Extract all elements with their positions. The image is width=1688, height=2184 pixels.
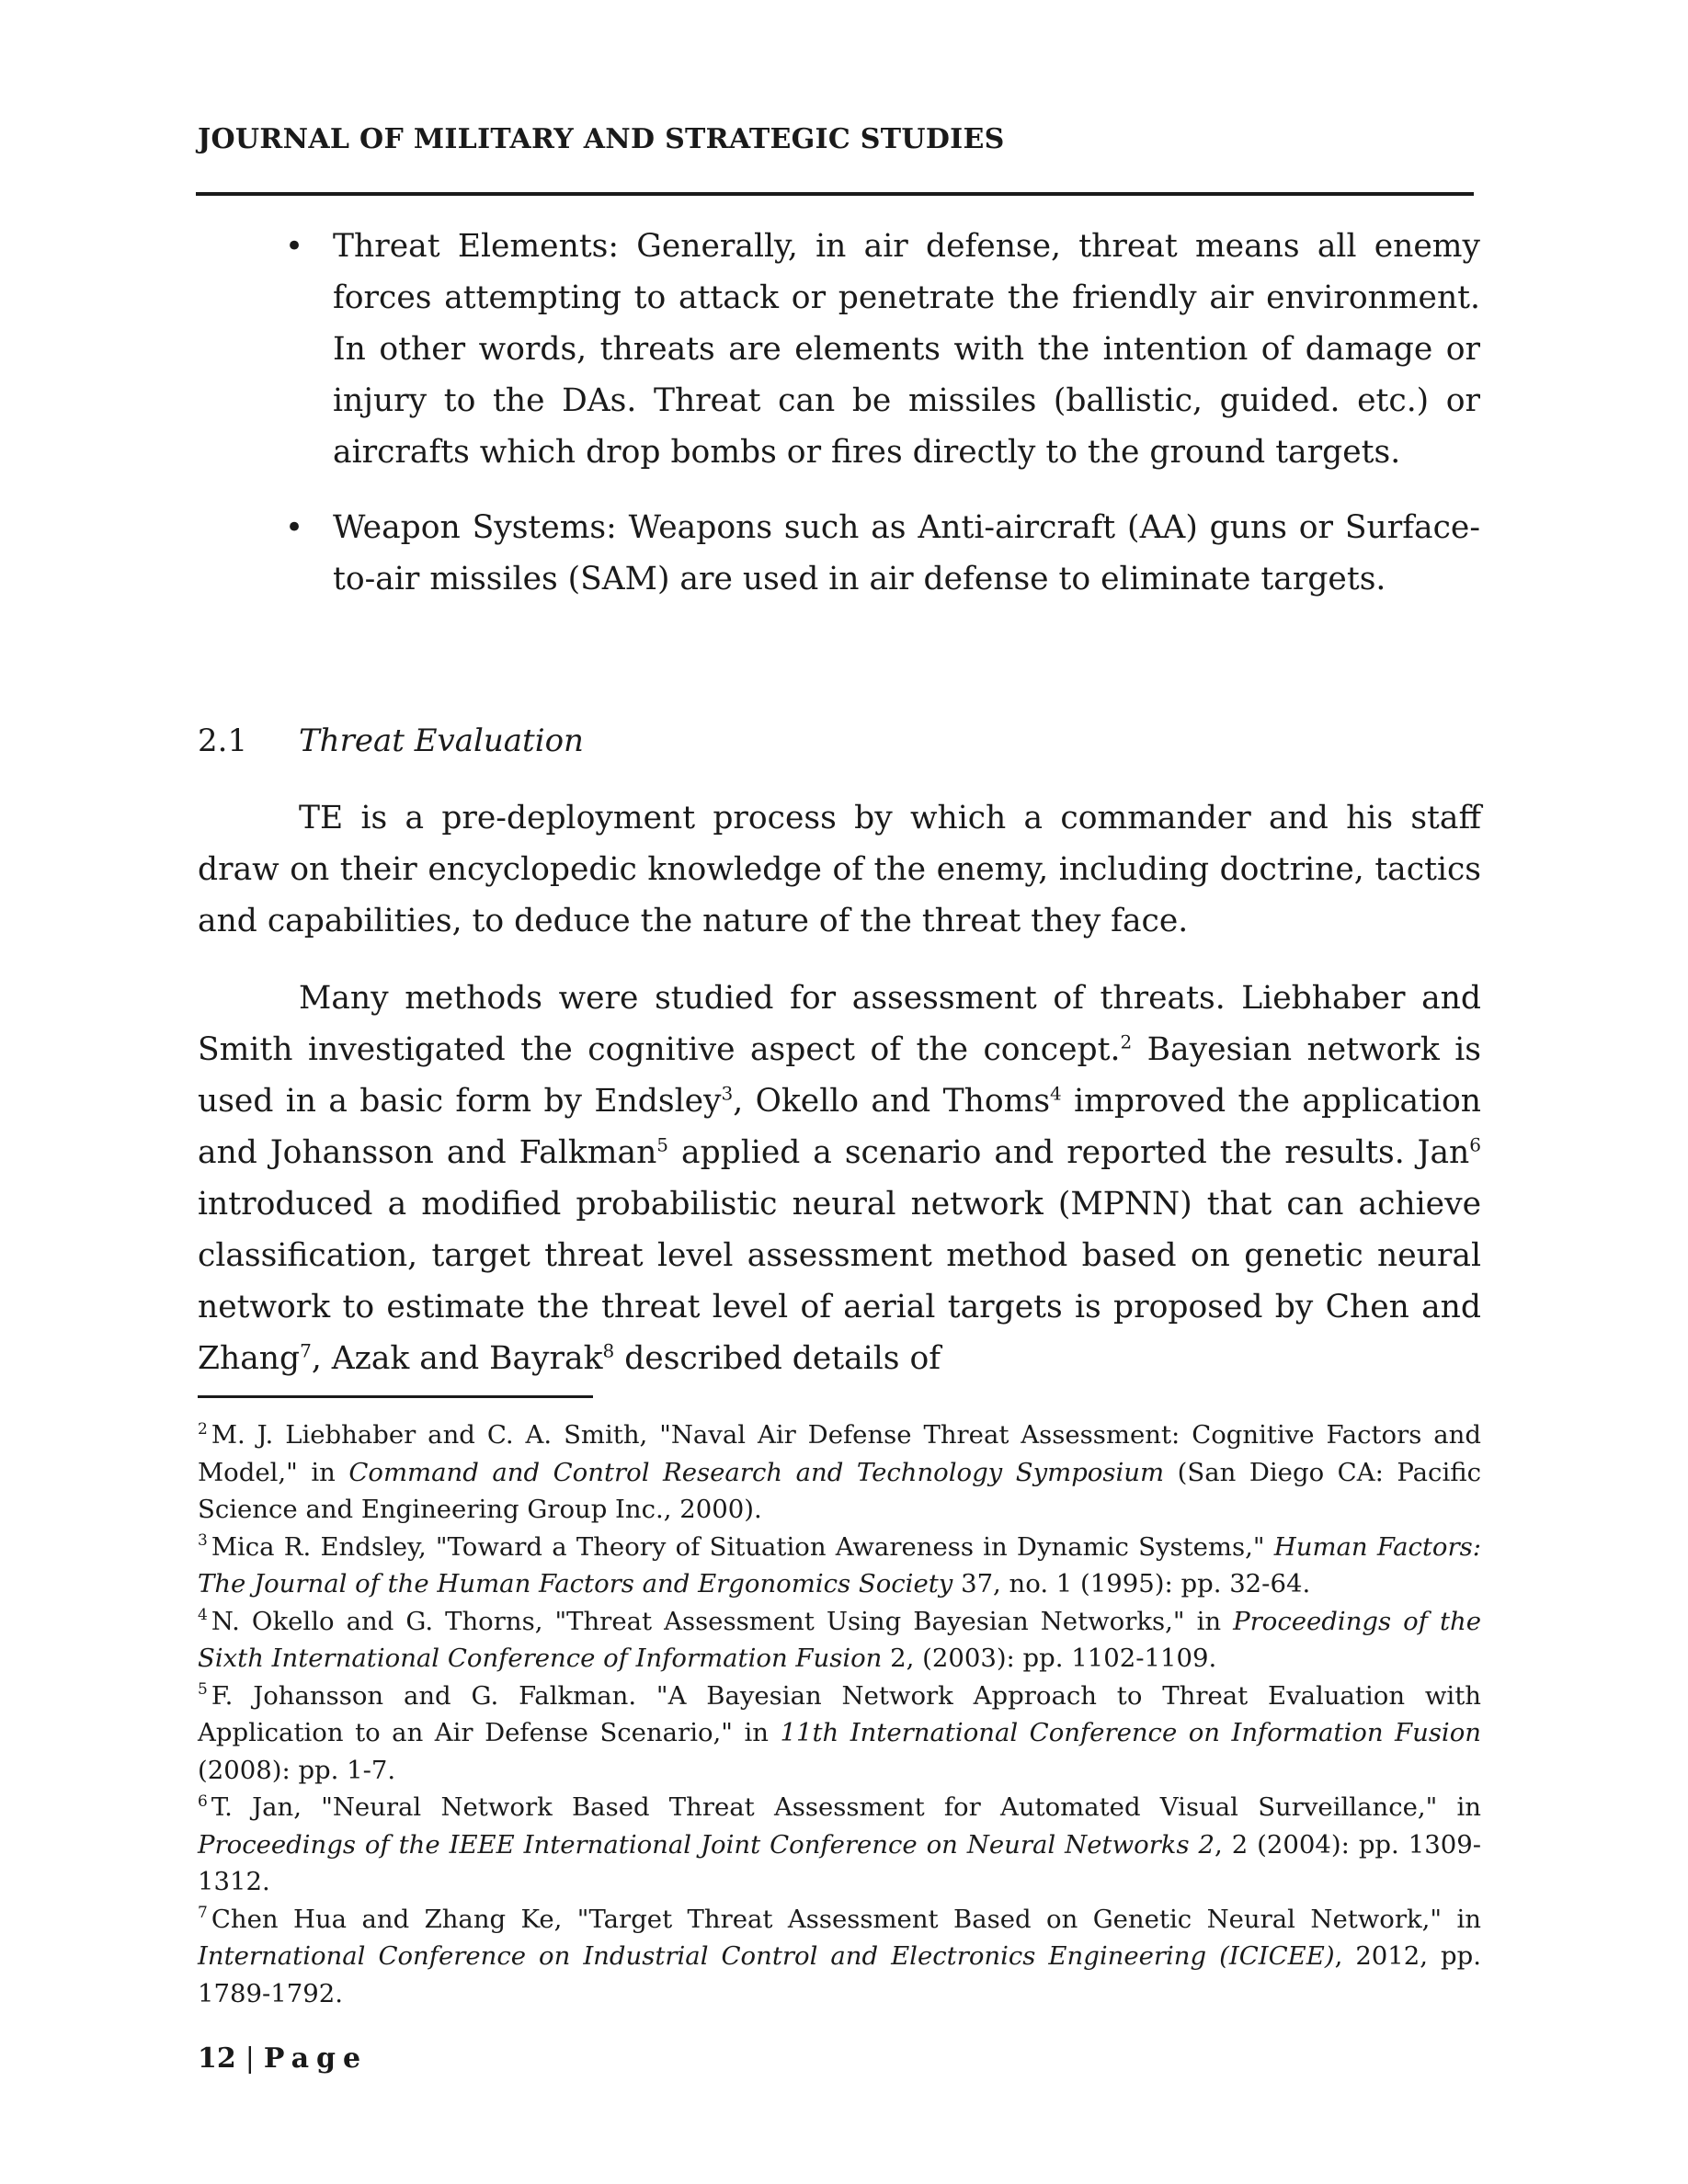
footnote-source: Human Factors: The Journal of the Human Factors and Ergonomics Society	[198, 1531, 1481, 1598]
paragraph-methods	[198, 973, 1481, 1384]
footnote-number: 7	[198, 1904, 208, 1923]
footnote-ref[interactable]: 7	[300, 1339, 312, 1362]
bullet-dot-icon: •	[285, 509, 304, 546]
footnote-7	[198, 1901, 1481, 2013]
bullet-dot-icon: •	[285, 228, 304, 265]
footnote-number: 2	[198, 1419, 208, 1439]
bullet-list	[285, 221, 1480, 629]
footnote-source: International Conference on Industrial Control and Electronics Engineering (ICICEE)	[198, 1941, 1335, 1971]
paragraph-text: applied a scenario and reported the results. Jan	[668, 1134, 1470, 1171]
footnote-text: N. Okello and G. Thorns, "Threat Assessment Using Bayesian Networks," in	[211, 1606, 1234, 1636]
bullet-item-weapon-systems	[285, 502, 1480, 605]
footnote-source: 11th International Conference on Information Fusion	[780, 1718, 1481, 1747]
footnote-text: T. Jan, "Neural Network Based Threat Assessment for Automated Visual Surveillance," in	[211, 1792, 1481, 1822]
footnote-text: , 2012, pp. 1789-1792.	[198, 1941, 1481, 2008]
footnote-ref[interactable]: 3	[721, 1082, 734, 1105]
bullet-text: Weapon Systems: Weapons such as Anti-aircraft (AA) guns or Surface-to-air missiles (SAM) are used in air defense to eliminate targets.	[333, 509, 1480, 597]
footnote-number: 4	[198, 1606, 208, 1625]
footnote-source: Proceedings of the IEEE International Joint Conference on Neural Networks 2	[198, 1829, 1215, 1860]
paragraph-text: described details of	[614, 1340, 941, 1377]
footnote-ref[interactable]: 5	[656, 1133, 669, 1156]
footnote-ref[interactable]: 4	[1050, 1082, 1062, 1105]
page-footer	[198, 2042, 368, 2075]
section-title: Threat Evaluation	[299, 722, 584, 759]
footnote-number: 3	[198, 1531, 208, 1551]
paragraph-text: improved the application and Johansson and Falkman	[198, 1083, 1481, 1171]
paragraph-text: , Azak and Bayrak	[311, 1340, 603, 1377]
footnote-4	[198, 1603, 1481, 1678]
footnote-rule	[198, 1395, 593, 1398]
paragraph-text: introduced a modified probabilistic neural network (MPNN) that can achieve classification, target threat level assessment method based on genetic neural network to estimate the threat level of aerial targets is proposed by Chen and Zhang	[198, 1186, 1481, 1377]
paragraph-text: Bayesian network is used in a basic form by Endsley	[198, 1031, 1481, 1120]
footnote-text: , 2 (2004): pp. 1309-1312.	[198, 1829, 1481, 1896]
section-number: 2.1	[198, 722, 248, 759]
footnote-6	[198, 1789, 1481, 1901]
header-rule	[196, 192, 1474, 196]
footnote-3	[198, 1529, 1481, 1603]
paragraph-text: , Okello and Thoms	[733, 1083, 1051, 1120]
footnote-number: 6	[198, 1792, 208, 1811]
footnotes	[198, 1416, 1481, 2012]
page-separator: |	[245, 2042, 255, 2075]
body-text	[198, 792, 1481, 1410]
footnote-source: Command and Control Research and Technology Symposium	[348, 1457, 1165, 1487]
footnote-source: Proceedings of the Sixth International Conference of Information Fusion	[198, 1606, 1481, 1673]
footnote-text: Mica R. Endsley, "Toward a Theory of Situation Awareness in Dynamic Systems,"	[211, 1531, 1274, 1562]
bullet-item-threat-elements	[285, 221, 1480, 478]
bullet-text: Threat Elements: Generally, in air defense, threat means all enemy forces attempting to attack or penetrate the friendly air environment. In other words, threats are elements with the intention of damage or injury to the DAs. Threat can be missiles (ballistic, guided. etc.) or aircrafts which drop bombs or fires directly to the ground targets.	[333, 228, 1480, 471]
footnote-text: Chen Hua and Zhang Ke, "Target Threat Assessment Based on Genetic Neural Network," in	[211, 1904, 1481, 1934]
paragraph-te-definition: TE is a pre-deployment process by which a commander and his staff draw on their encyclopedic knowledge of the enemy, including doctrine, tactics and capabilities, to deduce the nature of the threat they face.	[198, 800, 1481, 939]
footnote-text: F. Johansson and G. Falkman. "A Bayesian Network Approach to Threat Evaluation with Application to an Air Defense Scenario," in	[198, 1680, 1481, 1747]
page-label: Page	[263, 2042, 369, 2075]
footnote-text: (2008): pp. 1-7.	[198, 1755, 396, 1785]
footnote-text: M. J. Liebhaber and C. A. Smith, "Naval Air Defense Threat Assessment: Cognitive Factors and Model," in	[198, 1420, 1481, 1487]
journal-header: JOURNAL OF MILITARY AND STRATEGIC STUDIES	[198, 123, 1005, 155]
page-number: 12	[198, 2042, 236, 2075]
footnote-ref[interactable]: 2	[1120, 1030, 1133, 1053]
footnote-text: 2, (2003): pp. 1102-1109.	[882, 1644, 1217, 1673]
paragraph-text: Many methods were studied for assessment of threats. Liebhaber and Smith investigated the cognitive aspect of the concept.	[198, 980, 1481, 1068]
footnote-5	[198, 1678, 1481, 1790]
footnote-text: (San Diego CA: Pacific Science and Engineering Group Inc., 2000).	[198, 1457, 1481, 1524]
footnote-ref[interactable]: 8	[602, 1339, 615, 1362]
footnote-number: 5	[198, 1680, 208, 1700]
footnote-ref[interactable]: 6	[1469, 1133, 1481, 1156]
footnote-2	[198, 1416, 1481, 1529]
footnote-text: 37, no. 1 (1995): pp. 32-64.	[952, 1569, 1311, 1598]
section-heading	[198, 715, 584, 767]
